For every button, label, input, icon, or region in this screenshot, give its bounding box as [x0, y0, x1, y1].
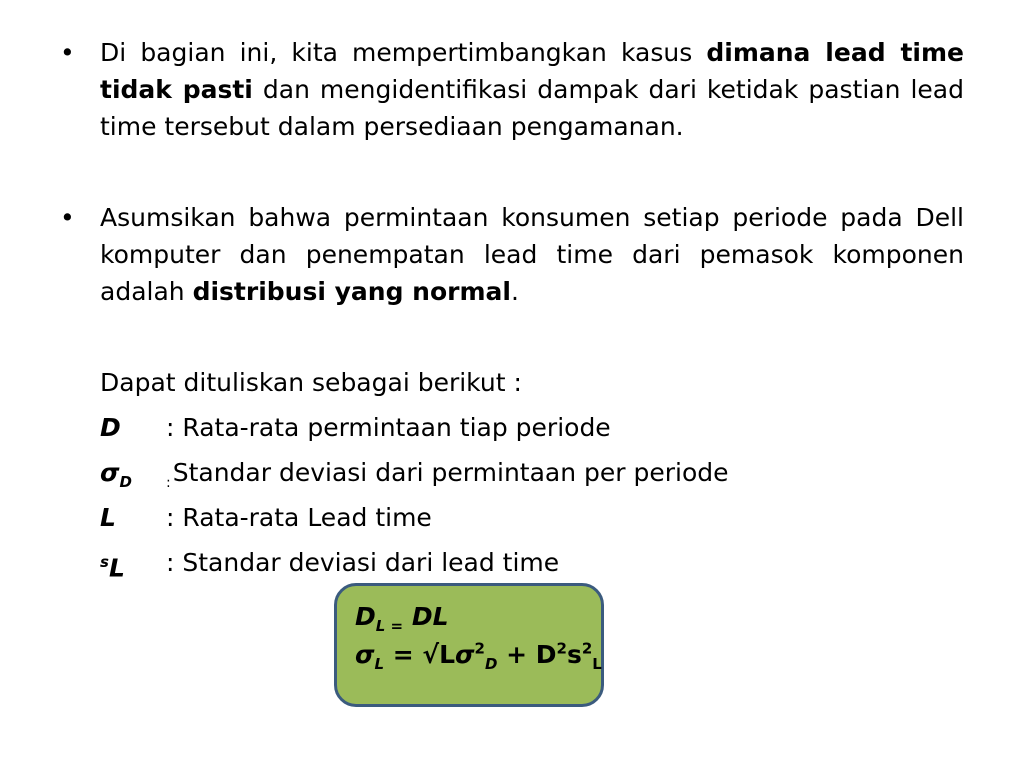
formula-subscript: L: [592, 655, 602, 673]
formula-superscript: 2: [581, 639, 593, 658]
formula-line-demand: [355, 598, 587, 636]
bullet-marker: •: [60, 38, 75, 67]
bullet-text-emphasis: dimana lead time tidak pasti: [100, 38, 964, 104]
symbol-base: D: [100, 413, 121, 442]
formula-term: + D: [497, 640, 557, 669]
symbol-base: L: [100, 503, 116, 532]
bullet-item: [60, 34, 964, 145]
small-colon: :: [166, 475, 171, 491]
formula-subscript: L =: [375, 617, 404, 635]
formula-term: σ: [455, 640, 475, 669]
formula-subscript: D: [484, 655, 498, 673]
formula-subscript: L: [374, 655, 385, 673]
bullet-text: [100, 199, 964, 310]
definition-symbol: [100, 499, 116, 536]
bullet-text-emphasis: distribusi yang normal: [192, 277, 511, 306]
definition-row: [100, 409, 900, 446]
bullet-item: [60, 199, 964, 310]
definition-symbol: [100, 454, 132, 501]
formula-box: [334, 583, 604, 707]
symbol-subscript: D: [119, 473, 132, 491]
formula-line-sigma: [355, 636, 602, 674]
formula-term: s: [566, 640, 582, 669]
symbol-base: L: [108, 553, 125, 583]
formula-term: = √L: [384, 640, 456, 669]
bullet-text-part: .: [510, 277, 519, 306]
bullet-marker: •: [60, 203, 75, 232]
formula-term: σ: [355, 640, 375, 669]
symbol-superscript: s: [100, 553, 109, 571]
bullet-text-part: Asumsikan bahwa permintaan konsumen setiap periode pada Dell komputer dan penempatan lead time dari pemasok komponen adalah: [100, 203, 964, 306]
definition-desc: [166, 454, 729, 502]
definition-desc-text: Standar deviasi dari permintaan per periode: [172, 458, 729, 487]
bullet-text-part: Di bagian ini, kita mempertimbangkan kasus: [100, 38, 707, 67]
definition-row: [100, 499, 900, 536]
definition-row: [100, 544, 900, 581]
definition-row: [100, 454, 900, 491]
bullet-text-part: dan mengidentifikasi dampak dari ketidak pastian lead time tersebut dalam persediaan pengamanan.: [100, 75, 964, 141]
definitions-intro: Dapat dituliskan sebagai berikut :: [100, 368, 522, 397]
definition-symbol: [100, 409, 121, 446]
definition-symbol: [100, 544, 125, 586]
bullet-text: [100, 34, 964, 145]
formula-term: D: [355, 602, 376, 631]
symbol-base: σ: [100, 458, 120, 487]
formula-superscript: 2: [556, 639, 567, 658]
definition-desc: : Rata-rata permintaan tiap periode: [166, 413, 611, 442]
formula-superscript: 2: [474, 639, 485, 658]
definition-desc: : Rata-rata Lead time: [166, 503, 432, 532]
definition-desc: : Standar deviasi dari lead time: [166, 548, 560, 577]
formula-term: DL: [403, 602, 449, 631]
